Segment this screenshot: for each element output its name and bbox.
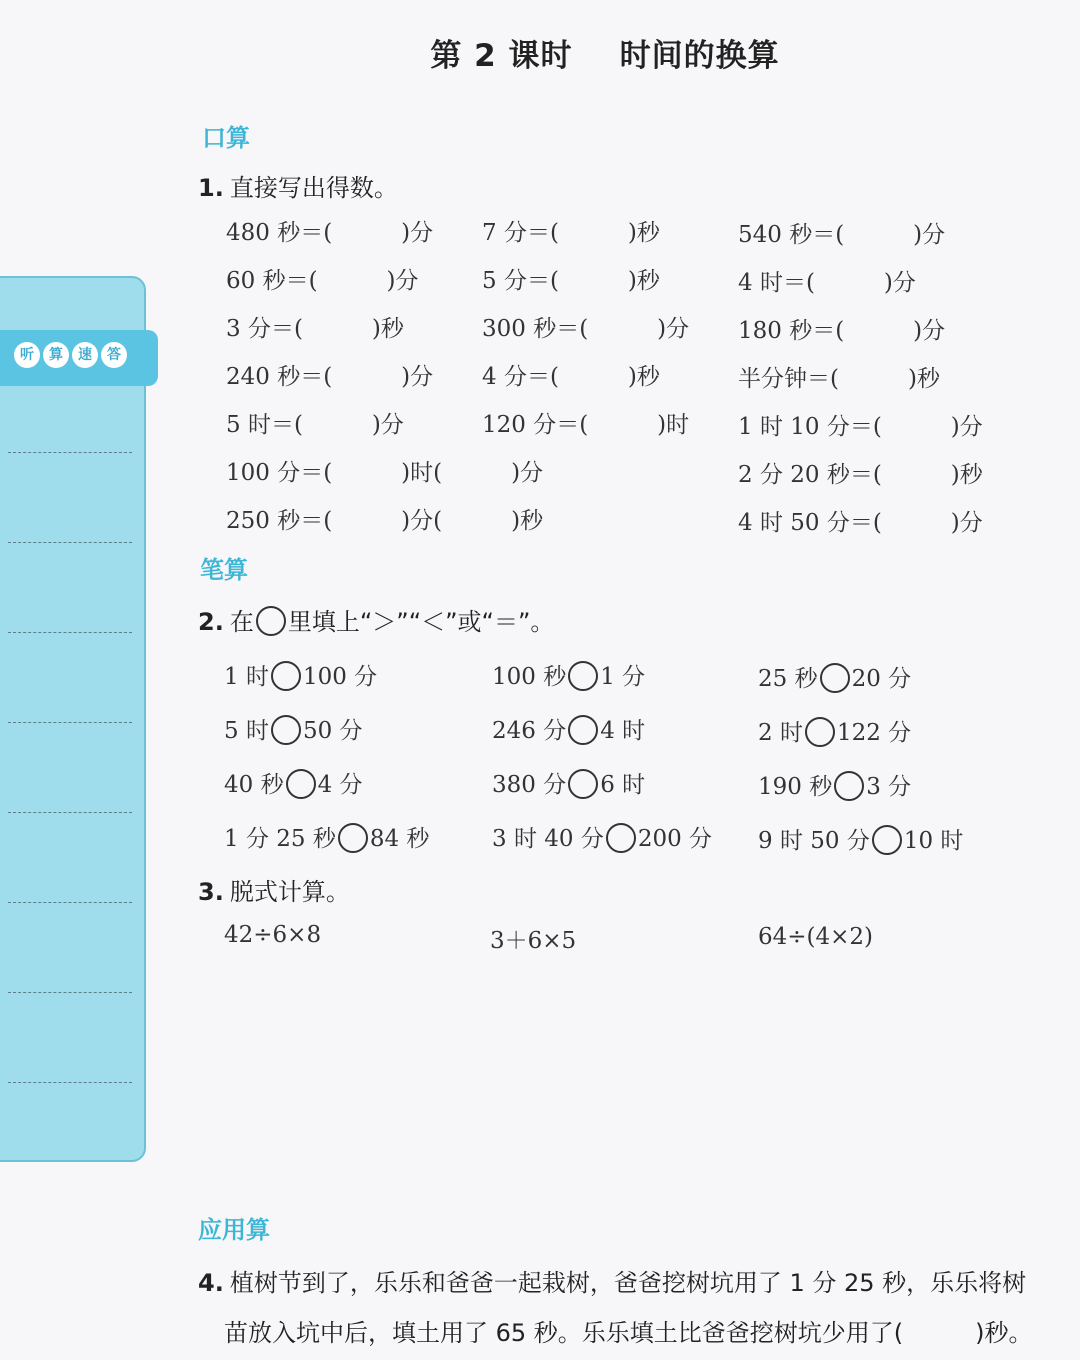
q1-item: 120 分＝( )时 <box>482 412 690 438</box>
compare-item: 190 秒 3 分 <box>758 768 911 803</box>
q1-item: 7 分＝( )秒 <box>482 220 660 246</box>
question-2-title <box>198 602 554 638</box>
q1-item: 300 秒＝( )分 <box>482 316 690 342</box>
compare-item: 1 时 100 分 <box>224 658 377 693</box>
question-1-title <box>198 168 398 203</box>
section-applied-calc: 应用算 <box>198 1216 270 1244</box>
q1-item: 4 时＝( )分 <box>738 270 916 296</box>
listen-calc-tab <box>0 330 158 386</box>
answer-line <box>8 632 132 633</box>
calc-expression: 3＋6×5 <box>490 928 577 954</box>
question-number: 2. <box>198 608 224 636</box>
q1-item: 1 时 10 分＝( )分 <box>738 414 983 440</box>
compare-item: 2 时 122 分 <box>758 714 911 749</box>
answer-circle[interactable] <box>834 771 864 801</box>
question-number: 4. <box>198 1269 224 1297</box>
q1-item: 3 分＝( )秒 <box>226 316 404 342</box>
calc-expression: 64÷(4×2) <box>758 924 874 950</box>
tab-char: 答 <box>101 342 127 368</box>
answer-circle[interactable] <box>568 715 598 745</box>
tab-char: 速 <box>72 342 98 368</box>
q1-item: 5 分＝( )秒 <box>482 268 660 294</box>
answer-line <box>8 1082 132 1083</box>
q1-item: 250 秒＝( )分( )秒 <box>226 508 544 534</box>
q1-item: 60 秒＝( )分 <box>226 268 419 294</box>
question-text: 在 <box>229 608 254 636</box>
question-4-line-1: 4. 植树节到了，乐乐和爸爸一起栽树，爸爸挖树坑用了 1 分 25 秒，乐乐将树 <box>198 1269 1027 1297</box>
q1-item: 180 秒＝( )分 <box>738 318 946 344</box>
answer-circle[interactable] <box>271 715 301 745</box>
answer-line <box>8 992 132 993</box>
answer-circle[interactable] <box>568 661 598 691</box>
q1-item: 240 秒＝( )分 <box>226 364 434 390</box>
q1-item: 5 时＝( )分 <box>226 412 404 438</box>
answer-circle[interactable] <box>568 769 598 799</box>
answer-line <box>8 722 132 723</box>
compare-item: 25 秒 20 分 <box>758 660 911 695</box>
answer-circle[interactable] <box>338 823 368 853</box>
q1-item: 2 分 20 秒＝( )秒 <box>738 462 983 488</box>
q1-item: 半分钟＝( )秒 <box>738 366 940 392</box>
q1-item: 100 分＝( )时( )分 <box>226 460 544 486</box>
question-text: 里填上“＞”“＜”或“＝”。 <box>287 608 555 636</box>
answer-circle[interactable] <box>872 825 902 855</box>
answer-sidebar <box>0 276 146 1162</box>
question-number: 1. <box>198 174 224 202</box>
answer-circle[interactable] <box>286 769 316 799</box>
question-text: 直接写出得数。 <box>229 174 398 202</box>
calc-expression: 42÷6×8 <box>224 922 322 948</box>
question-number: 3. <box>198 878 224 906</box>
q1-item: 4 分＝( )秒 <box>482 364 660 390</box>
section-mental-calc: 口算 <box>202 124 250 152</box>
answer-line <box>8 902 132 903</box>
compare-item: 100 秒 1 分 <box>492 658 645 693</box>
answer-circle[interactable] <box>606 823 636 853</box>
tab-char: 听 <box>14 342 40 368</box>
compare-item: 5 时 50 分 <box>224 712 363 747</box>
circle-icon <box>256 606 286 636</box>
page-title: 第 2 课时 时间的换算 <box>430 38 780 74</box>
answer-circle[interactable] <box>271 661 301 691</box>
compare-item: 3 时 40 分 200 分 <box>492 820 712 855</box>
question-4 <box>198 1258 1048 1358</box>
answer-line <box>8 452 132 453</box>
question-text: 脱式计算。 <box>229 878 350 906</box>
compare-item: 40 秒 4 分 <box>224 766 363 801</box>
section-written-calc: 笔算 <box>200 556 248 584</box>
q1-item: 4 时 50 分＝( )分 <box>738 510 983 536</box>
q1-item: 480 秒＝( )分 <box>226 220 434 246</box>
answer-circle[interactable] <box>805 717 835 747</box>
compare-item: 380 分 6 时 <box>492 766 645 801</box>
question-4-line-2: 苗放入坑中后，填土用了 65 秒。乐乐填土比爸爸挖树坑少用了( )秒。 <box>224 1319 1033 1347</box>
question-3-title <box>198 872 350 907</box>
q1-item: 540 秒＝( )分 <box>738 222 946 248</box>
answer-line <box>8 542 132 543</box>
tab-char: 算 <box>43 342 69 368</box>
compare-item: 1 分 25 秒 84 秒 <box>224 820 429 855</box>
compare-item: 246 分 4 时 <box>492 712 645 747</box>
answer-line <box>8 812 132 813</box>
answer-circle[interactable] <box>820 663 850 693</box>
compare-item: 9 时 50 分 10 时 <box>758 822 963 857</box>
